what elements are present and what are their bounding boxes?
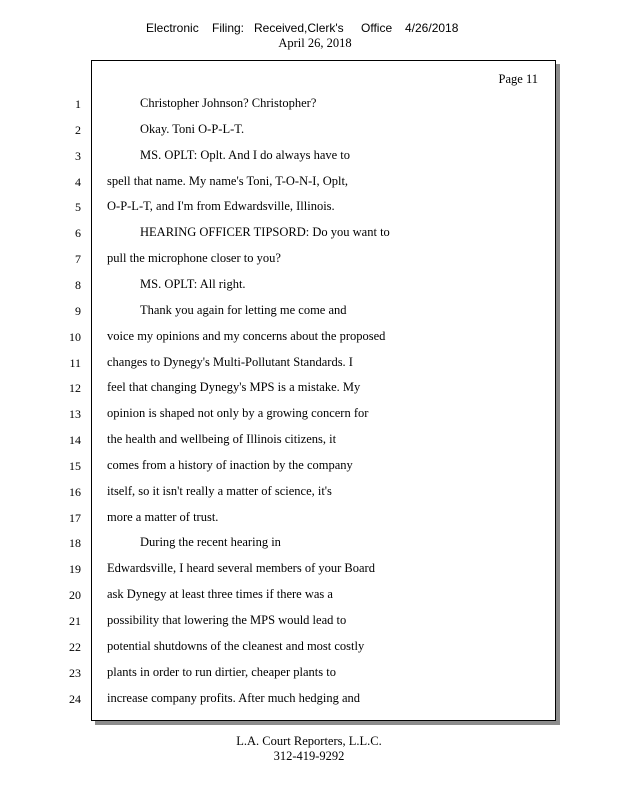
- footer-company: L.A. Court Reporters, L.L.C.: [236, 734, 382, 748]
- line-number: 12: [69, 381, 81, 395]
- transcript-line: plants in order to run dirtier, cheaper plants to: [107, 665, 336, 679]
- transcript-line: voice my opinions and my concerns about the proposed: [107, 329, 386, 343]
- line-number: 23: [69, 666, 81, 680]
- line-number: 7: [75, 252, 81, 266]
- line-number: 17: [69, 511, 81, 525]
- line-number: 13: [69, 407, 81, 421]
- line-number: 14: [69, 433, 81, 447]
- transcript-line: Thank you again for letting me come and: [140, 303, 347, 317]
- filing-date: April 26, 2018: [278, 36, 352, 50]
- transcript-line: feel that changing Dynegy's MPS is a mistake. My: [107, 380, 361, 394]
- line-number: 3: [75, 149, 81, 163]
- transcript-line: spell that name. My name's Toni, T-O-N-I, Oplt,: [107, 174, 349, 188]
- line-number: 22: [69, 640, 81, 654]
- transcript-line: O-P-L-T, and I'm from Edwardsville, Illinois.: [107, 199, 335, 213]
- line-number: 2: [75, 123, 81, 137]
- line-number: 20: [69, 588, 81, 602]
- footer-phone: 312-419-9292: [273, 749, 345, 763]
- transcript-line: MS. OPLT: All right.: [140, 277, 246, 291]
- transcript-line: HEARING OFFICER TIPSORD: Do you want to: [140, 225, 390, 239]
- transcript-line: pull the microphone closer to you?: [107, 251, 281, 265]
- transcript-line: comes from a history of inaction by the company: [107, 458, 353, 472]
- stamp-word-received-clerks: Received,Clerk's: [254, 21, 344, 35]
- line-number: 1: [75, 97, 81, 111]
- transcript-line: increase company profits. After much hedging and: [107, 691, 361, 705]
- line-number: 11: [69, 356, 81, 370]
- transcript-line: changes to Dynegy's Multi-Pollutant Standards. I: [107, 355, 353, 369]
- stamp-word-electronic: Electronic: [146, 21, 199, 35]
- line-number: 21: [69, 614, 81, 628]
- line-number: 4: [75, 175, 81, 189]
- transcript-line: opinion is shaped not only by a growing concern for: [107, 406, 369, 420]
- line-number: 5: [75, 200, 81, 214]
- stamp-date: 4/26/2018: [405, 21, 459, 35]
- transcript-line: MS. OPLT: Oplt. And I do always have to: [140, 148, 351, 162]
- stamp-word-office: Office: [361, 21, 393, 35]
- line-number: 16: [69, 485, 81, 499]
- line-number: 6: [75, 226, 81, 240]
- transcript-line: the health and wellbeing of Illinois citizens, it: [107, 432, 337, 446]
- line-number: 19: [69, 562, 81, 576]
- electronic-filing-stamp: [0, 21, 618, 37]
- transcript-line: Christopher Johnson? Christopher?: [140, 96, 317, 110]
- stamp-word-filing: Filing:: [212, 21, 245, 35]
- transcript-line: Edwardsville, I heard several members of your Board: [107, 561, 375, 575]
- transcript-line: ask Dynegy at least three times if there was a: [107, 587, 333, 601]
- transcript-line: possibility that lowering the MPS would lead to: [107, 613, 347, 627]
- transcript-line: more a matter of trust.: [107, 510, 219, 524]
- line-number: 24: [69, 692, 81, 706]
- line-number: 9: [75, 304, 81, 318]
- transcript-line: itself, so it isn't really a matter of science, it's: [107, 484, 332, 498]
- transcript-line: During the recent hearing in: [140, 535, 281, 549]
- page-number: Page 11: [498, 72, 538, 86]
- line-number: 15: [69, 459, 81, 473]
- transcript-line: Okay. Toni O-P-L-T.: [140, 122, 245, 136]
- line-number: 10: [69, 330, 81, 344]
- line-number: 8: [75, 278, 81, 292]
- transcript-line: potential shutdowns of the cleanest and most costly: [107, 639, 365, 653]
- line-number: 18: [69, 536, 81, 550]
